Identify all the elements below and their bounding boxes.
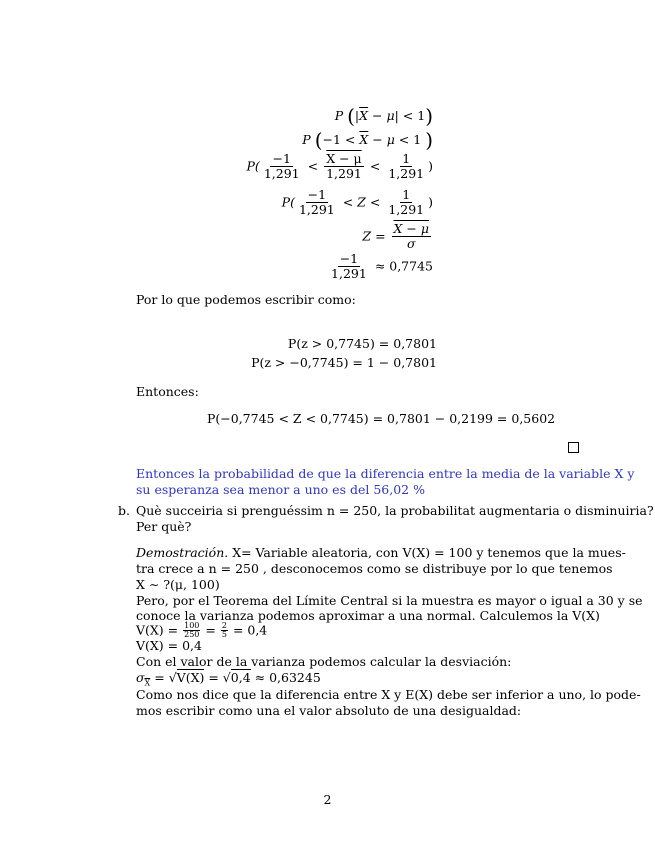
demo-line-11: mos escribir como una el valor absoluto de una desigualdad:	[136, 703, 522, 718]
demo-line-8: Con el valor de la varianza podemos calcular la desviación:	[136, 654, 512, 669]
conclusion-line-2: su esperanza sea menor a uno es del 56,02 %	[136, 482, 425, 497]
equation-range-prob: P ($-1 < \overline{X} - \mu < 1$ )	[302, 128, 433, 152]
demo-line-9: $\sigma_{\overline{X}} = √V(X) = √0,4 \approx 0,63245$	[136, 670, 321, 688]
equation-pz-negative: P(z > −0,7745) = 1 − 0,7801	[251, 355, 437, 370]
demo-line-1: Demostración. X= Variable aleatoria, con V(X) = 100 y tenemos que la mues-	[136, 545, 626, 560]
demo-title: Demostración.	[136, 545, 229, 560]
qed-symbol	[568, 442, 579, 453]
page-number: 2	[323, 792, 332, 807]
text-entonces: Entonces:	[136, 384, 199, 399]
equation-standardized: P( $\frac{-1}{1,291}$ < $\frac{X - \mu}{1,291}$ < $\frac{1}{1,291}$ )	[246, 151, 433, 182]
item-b-question-1: Què succeiria si prenguéssim n = 250, la probabilitat augmentaria o disminuiria?	[136, 503, 654, 518]
demo-line-7: V(X) = 0,4	[136, 638, 202, 653]
equation-abs-prob: P $(|\overline{X} - \mu| < 1)$	[334, 104, 433, 128]
item-b-label: b.	[118, 503, 130, 518]
equation-z-range: P( $\frac{-1}{1,291}$ < Z < $\frac{1}{1,291}$ )	[281, 187, 433, 218]
equation-approx: $\frac{-1}{1,291}$ ≈ 0,7745	[331, 251, 433, 282]
conclusion-line-1: Entonces la probabilidad de que la diferencia entre la media de la variable X y	[136, 466, 635, 481]
item-b-question-2: Per què?	[136, 519, 192, 534]
equation-z-def: Z = $\frac{X - \mu}{\sigma}$	[362, 221, 429, 252]
equation-final-prob: P(−0,7745 < Z < 0,7745) = 0,7801 − 0,2199 = 0,5602	[207, 411, 556, 426]
demo-line-3: X ∼ ?(μ, 100)	[136, 577, 220, 592]
demo-line-6: V(X) = $\frac{100}{250}$ = $\frac{2}{5}$ = 0,4	[136, 621, 268, 640]
text-por-lo-que: Por lo que podemos escribir como:	[136, 292, 356, 307]
demo-line-4: Pero, por el Teorema del Límite Central si la muestra es mayor o igual a 30 y se	[136, 593, 643, 608]
equation-pz-positive: P(z > 0,7745) = 0,7801	[287, 336, 437, 351]
demo-line-10: Como nos dice que la diferencia entre X y E(X) debe ser inferior a uno, lo pode-	[136, 687, 641, 702]
demo-line-5: conoce la varianza podemos aproximar a una normal. Calculemos la V(X)	[136, 608, 600, 623]
demo-line-2: tra crece a n = 250 , desconocemos como se distribuye por lo que tenemos	[136, 561, 613, 576]
